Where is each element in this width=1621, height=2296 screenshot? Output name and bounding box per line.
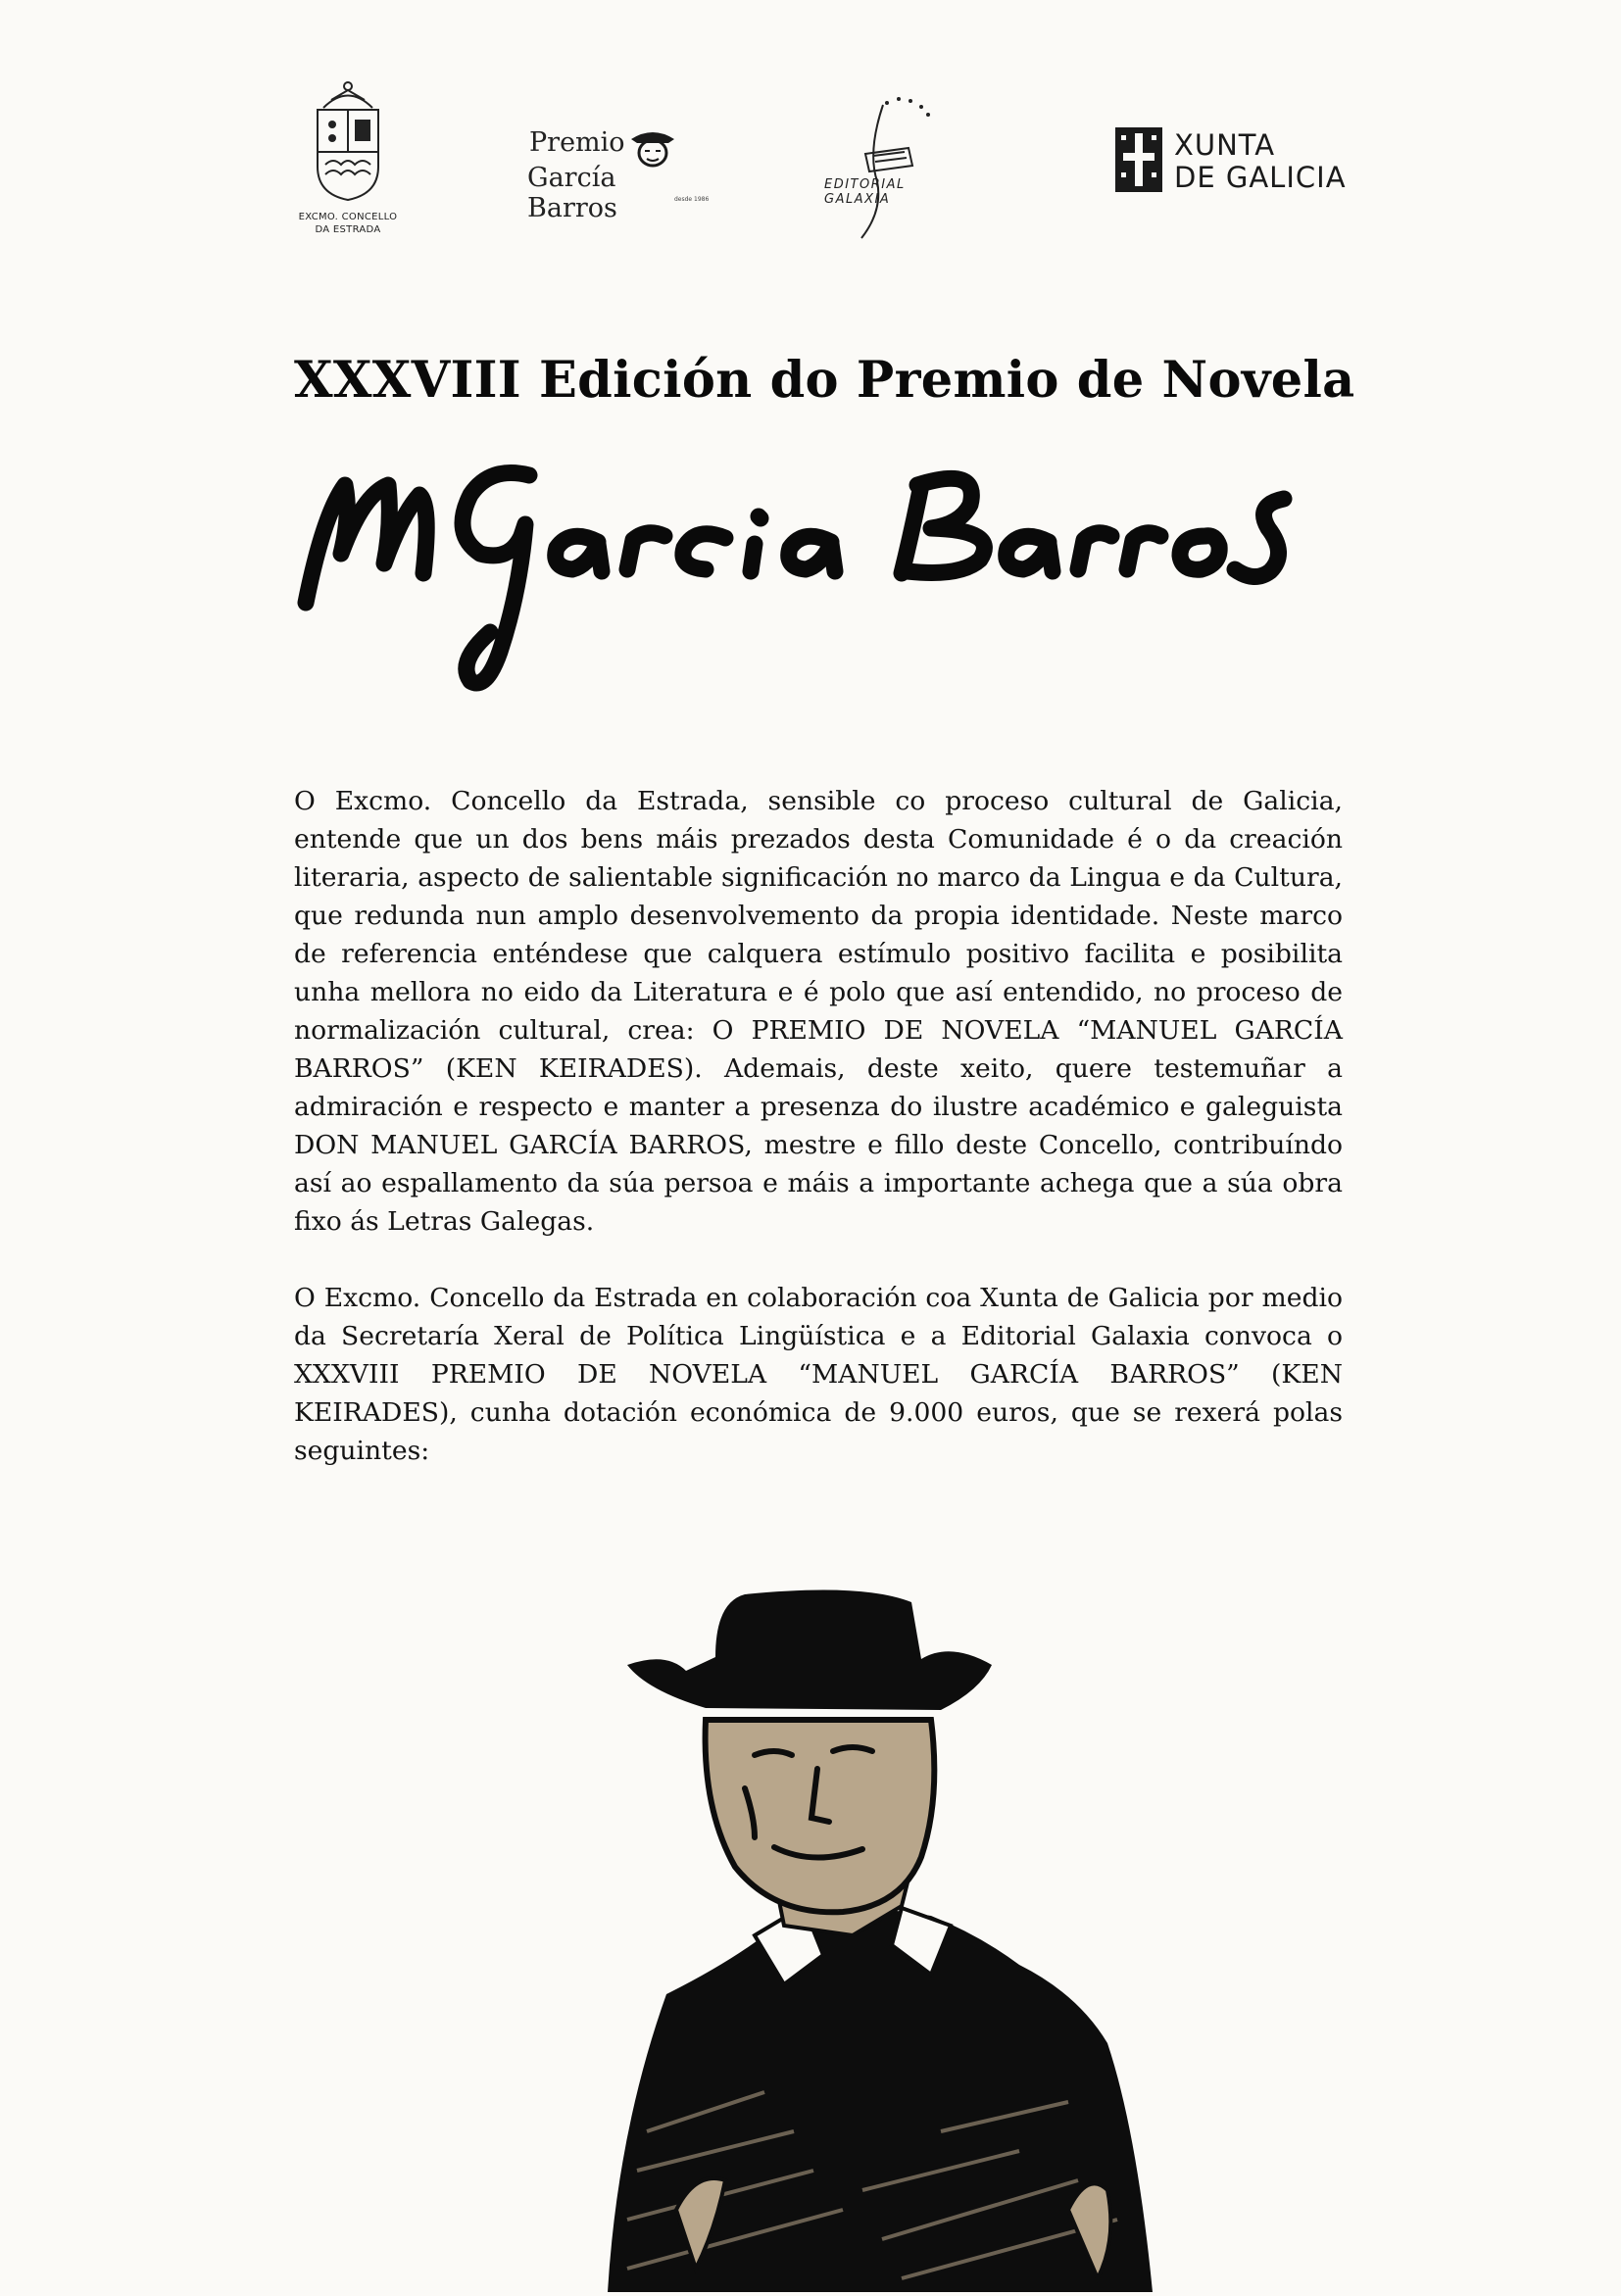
paragraph-convocation: O Excmo. Concello da Estrada en colaboración coa Xunta de Galicia por medio da Secretaría Xeral de Política Lingüística e a Editorial Galaxia convoca o XXXVIII PREMIO DE NOVELA “MANUEL GARCÍA BARROS” (KEN KEIRADES), cunha dotación económica de 9.000 euros, que se rexerá polas seguintes: (294, 1283, 1343, 1466)
logos-header (294, 78, 1347, 245)
concello-caption-line2: DA ESTRADA (315, 224, 381, 235)
xunta-cross-icon (1115, 127, 1162, 192)
xunta-de-galicia-logo (1115, 127, 1351, 196)
premio-garcia-barros-logo (527, 125, 713, 223)
concello-da-estrada-logo (294, 78, 402, 240)
xunta-line1: XUNTA (1174, 128, 1276, 162)
face-sketch-icon (625, 125, 680, 169)
premio-logo-line1: Premio (529, 127, 625, 158)
xunta-line2: DE GALICIA (1174, 161, 1347, 194)
portrait-illustration (608, 1583, 1156, 2292)
premio-logo-line2: García Barros (527, 163, 617, 223)
paragraph-intro: O Excmo. Concello da Estrada, sensible co proceso cultural de Galicia, entende que un dos bens máis prezados desta Comunidade é o da creación literaria, aspecto de salientable significación no marco da Lingua e da Cultura, que redunda nun amplo desenvolvemento da propia identidade. Neste marco de referencia enténdese que calquera estímulo positivo facilita e posibilita unha mellora no eido da Literatura e é polo que así entendido, no proceso de normalización cultural, crea: O PREMIO DE NOVELA “MANUEL GARCÍA BARROS” (KEN KEIRADES). Ademais, deste xeito, quere testemuñar a admiración e respecto e manter a presenza do ilustre académico e galeguista DON MANUEL GARCÍA BARROS, mestre e fillo deste Concello, contribuíndo así ao espallamento da súa persoa e máis a importante achega que a súa obra fixo ás Letras Galegas. (294, 786, 1343, 1237)
signature-garcia-barros (294, 446, 1343, 710)
editorial-galaxia-logo (818, 93, 975, 240)
concello-caption-line1: EXCMO. CONCELLO (298, 212, 398, 222)
galaxia-emblem-icon (818, 93, 975, 240)
galaxia-logo-text: EDITORIAL GALAXIA (824, 177, 906, 207)
coat-of-arms-icon (294, 78, 402, 206)
signature-icon (294, 446, 1343, 710)
portrait-man-in-hat-icon (608, 1583, 1156, 2292)
body-text (294, 782, 1343, 1508)
premio-logo-small: desde 1986 (674, 196, 710, 203)
page-title: XXXVIII Edición do Premio de Novela (294, 351, 1355, 410)
